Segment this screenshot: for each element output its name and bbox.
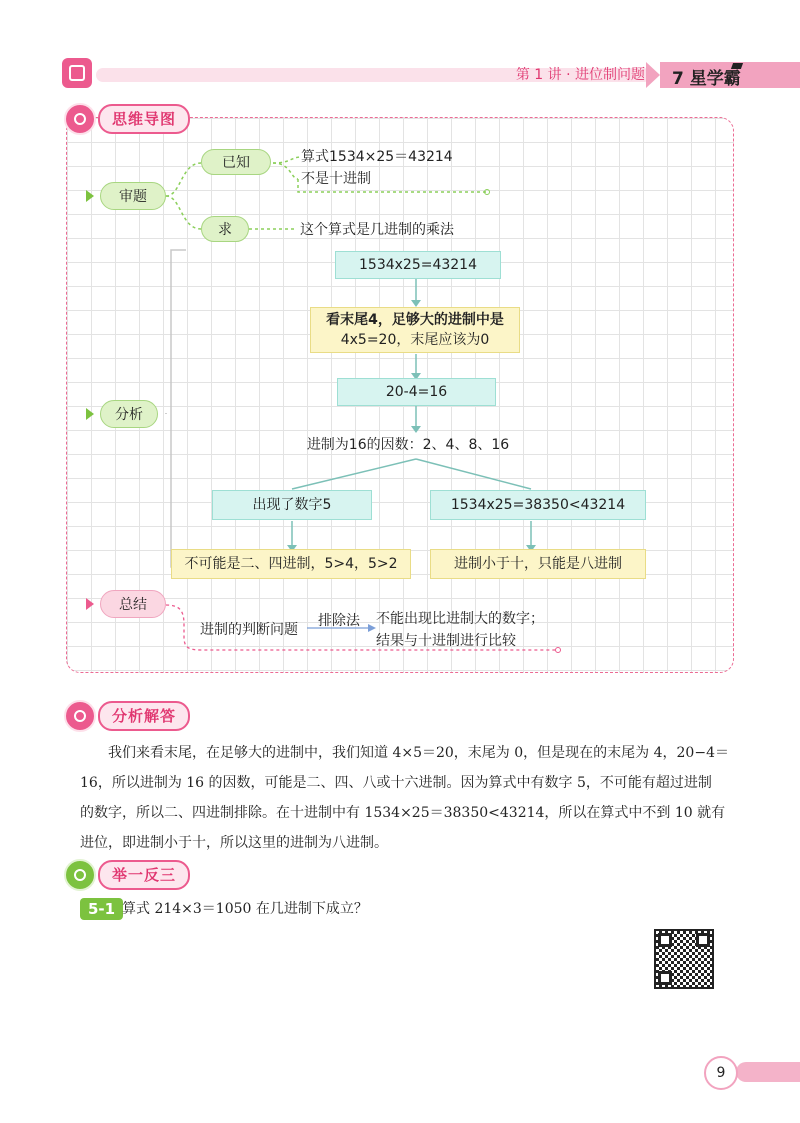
summary-arrow-icon xyxy=(86,598,94,610)
page-number: 9 xyxy=(704,1056,738,1090)
summary-method: 排除法 xyxy=(318,613,360,629)
header-chevron xyxy=(646,62,660,88)
analysis-answer-icon xyxy=(64,700,96,732)
book-icon xyxy=(62,58,92,88)
bracket-analysis xyxy=(171,250,188,567)
exercise-tag: 5-1 xyxy=(80,898,123,920)
flow-step-2-line2: 4x5=20，末尾应该为0 xyxy=(340,332,490,348)
analysis-paragraph xyxy=(80,738,740,858)
review-arrow-icon xyxy=(86,190,94,202)
analysis-line: 进位，即进制小于十，所以这里的进制为八进制。 xyxy=(80,835,388,851)
flow-step-3: 20-4=16 xyxy=(337,378,496,406)
analysis-line: 16，所以进制为 16 的因数，可能是二、四、八或十六进制。因为算式中有数字 5，不可能有超过进制 xyxy=(80,775,712,791)
summary-rule-1: 不能出现比进制大的数字； xyxy=(376,611,544,627)
node-summary: 总结 xyxy=(100,590,166,618)
flow-step-6-right: 进制小于十，只能是八进制 xyxy=(430,549,646,579)
brand-label: 7 星学霸 xyxy=(672,69,741,89)
practice-icon xyxy=(64,859,96,891)
page-number-bar xyxy=(736,1062,800,1082)
flow-step-2 xyxy=(310,307,520,353)
practice-section-title: 举一反三 xyxy=(98,860,190,890)
connector-known-line1 xyxy=(273,157,301,163)
flow-step-5-left: 出现了数字5 xyxy=(212,490,372,520)
connector-review-known xyxy=(166,163,201,196)
qr-code[interactable] xyxy=(654,929,714,989)
connector-known-line2 xyxy=(273,163,298,179)
summary-topic: 进制的判断问题 xyxy=(200,622,298,638)
analysis-arrow-icon xyxy=(86,408,94,420)
arrow-4-left xyxy=(292,459,416,489)
node-review: 审题 xyxy=(100,182,166,210)
analysis-section-title: 分析解答 xyxy=(98,701,190,731)
flow-step-4: 进制为16的因数：2、4、8、16 xyxy=(306,437,510,453)
connector-review-seek xyxy=(166,196,201,229)
flow-step-2-line1: 看末尾4，足够大的进制中是 xyxy=(326,312,504,328)
node-seek: 求 xyxy=(201,216,249,242)
flow-step-6-left: 不可能是二、四进制，5>4，5>2 xyxy=(171,549,411,579)
analysis-line: 我们来看末尾，在足够大的进制中，我们知道 4×5＝20，末尾为 0，但是现在的末尾为 4，20−4＝ xyxy=(80,745,729,761)
known-line-2: 不是十进制 xyxy=(301,171,371,187)
lecture-title: 第 1 讲 · 进位制问题 xyxy=(515,67,645,83)
flow-step-5-right: 1534x25=38350<43214 xyxy=(430,490,646,520)
node-analysis: 分析 xyxy=(100,400,158,428)
exercise-question: 算式 214×3＝1050 在几进制下成立？ xyxy=(122,901,368,917)
mindmap-section-title: 思维导图 xyxy=(98,104,190,134)
seek-text: 这个算式是几进制的乘法 xyxy=(300,222,454,238)
flow-step-1: 1534x25=43214 xyxy=(335,251,501,279)
known-line-1: 算式1534×25＝43214 xyxy=(301,149,453,165)
summary-rule-2: 结果与十进制进行比较 xyxy=(376,633,516,649)
arrow-4-right xyxy=(416,459,531,489)
node-known: 已知 xyxy=(201,149,271,175)
analysis-line: 的数字，所以二、四进制排除。在十进制中有 1534×25＝38350<43214，所以在算式中不到 10 就有 xyxy=(80,805,726,821)
